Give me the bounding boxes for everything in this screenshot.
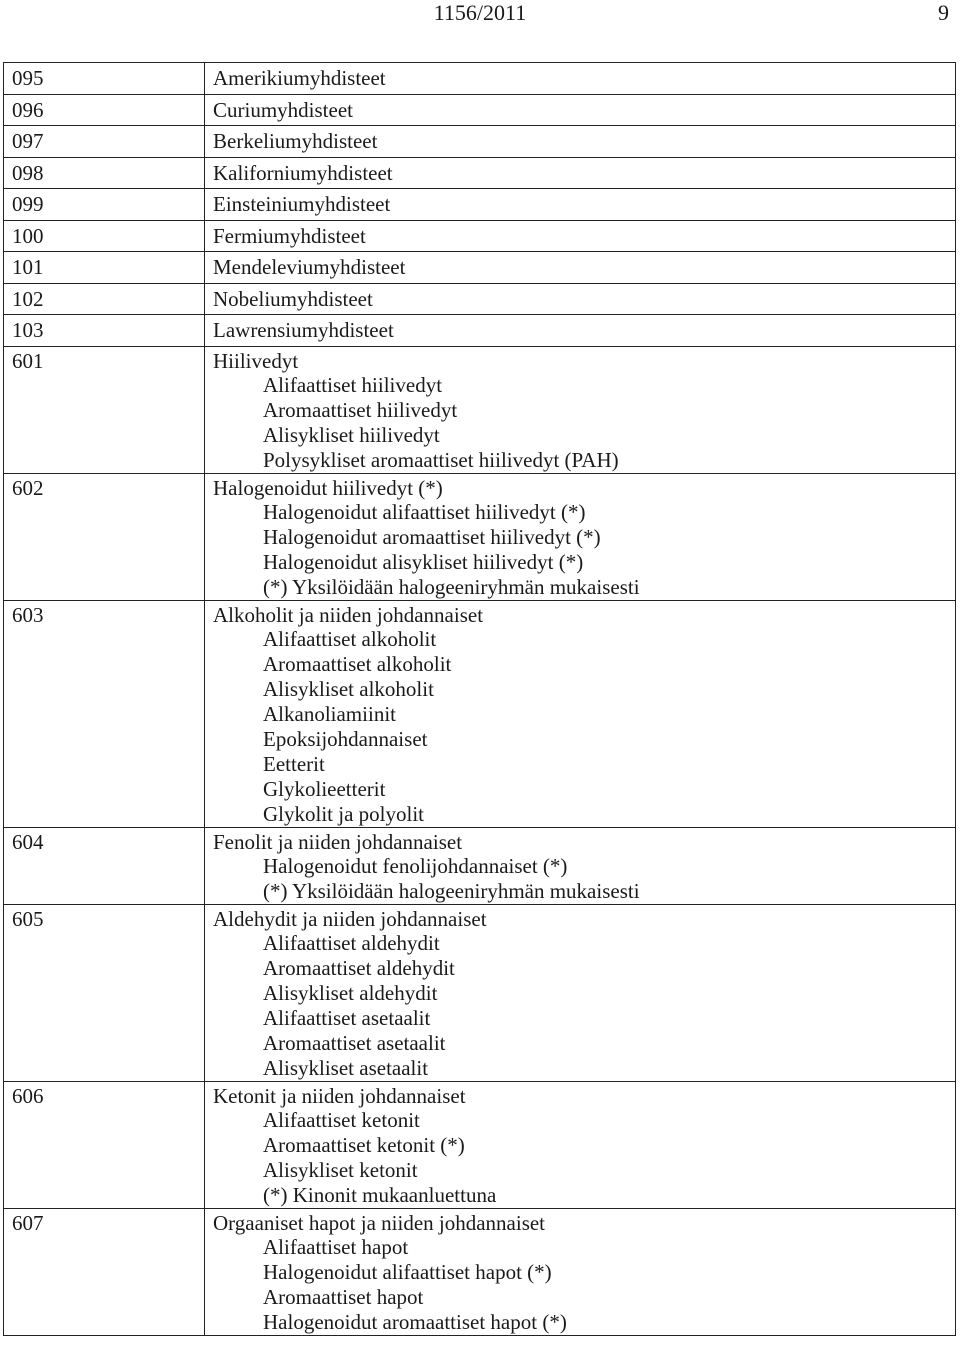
code-cell: [4, 600, 205, 827]
code-value: 099: [12, 192, 44, 216]
substance-name: Fermiumyhdisteet: [213, 223, 366, 248]
sub-item: Aromaattiset hiilivedyt: [263, 397, 458, 422]
table-row: [4, 189, 956, 221]
sub-item: Alisykliset hiilivedyt: [263, 422, 440, 447]
sub-item: Glykolieetterit: [263, 776, 386, 801]
description-cell: [205, 904, 956, 1081]
description-cell: [205, 126, 956, 158]
code-value: 096: [12, 97, 44, 122]
group-name: Orgaaniset hapot ja niiden johdannaiset: [213, 1210, 546, 1235]
code-value: 095: [12, 66, 44, 90]
sub-item: (*) Yksilöidään halogeeniryhmän mukaisesti: [263, 574, 640, 599]
code-cell: [4, 157, 205, 189]
code-value: 603: [12, 602, 44, 627]
code-cell: [4, 220, 205, 252]
substance-name: Nobeliumyhdisteet: [213, 286, 373, 311]
page-number: 9: [938, 0, 949, 25]
sub-item: Alisykliset asetaalit: [263, 1055, 429, 1080]
code-cell: [4, 189, 205, 221]
description-cell: [205, 94, 956, 126]
code-cell: [4, 315, 205, 347]
description-cell: [205, 220, 956, 252]
sub-item: Alkanoliamiinit: [263, 701, 396, 726]
code-value: 102: [12, 286, 44, 311]
sub-item: (*) Kinonit mukaanluettuna: [263, 1182, 497, 1207]
code-value: 605: [12, 906, 44, 931]
sub-item: Epoksijohdannaiset: [263, 726, 428, 751]
code-value: 101: [12, 255, 44, 279]
substance-name: Amerikiumyhdisteet: [213, 66, 386, 90]
table-body: [4, 63, 956, 1336]
code-cell: [4, 904, 205, 1081]
table-row: [4, 126, 956, 158]
sub-item: Aromaattiset aldehydit: [263, 955, 455, 980]
code-cell: [4, 252, 205, 284]
code-value: 604: [12, 829, 44, 854]
substance-name: Berkeliumyhdisteet: [213, 129, 378, 153]
table-row-group: [4, 473, 956, 600]
description-cell: [205, 283, 956, 315]
sub-item: (*) Yksilöidään halogeeniryhmän mukaisesti: [263, 878, 640, 903]
group-name: Fenolit ja niiden johdannaiset: [213, 829, 463, 854]
code-value: 601: [12, 348, 44, 373]
table-row-group: [4, 827, 956, 904]
sub-item: Polysykliset aromaattiset hiilivedyt (PAH): [263, 447, 619, 472]
substance-name: Lawrensiumyhdisteet: [213, 318, 394, 342]
group-name: Alkoholit ja niiden johdannaiset: [213, 602, 484, 627]
code-cell: [4, 473, 205, 600]
group-name: Aldehydit ja niiden johdannaiset: [213, 906, 487, 931]
table-row-group: [4, 600, 956, 827]
code-cell: [4, 283, 205, 315]
sub-item: Halogenoidut alisykliset hiilivedyt (*): [263, 549, 584, 574]
table-row: [4, 283, 956, 315]
group-name: Ketonit ja niiden johdannaiset: [213, 1083, 466, 1108]
sub-item: Halogenoidut fenolijohdannaiset (*): [263, 853, 568, 878]
description-cell: [205, 252, 956, 284]
code-cell: [4, 1208, 205, 1335]
description-cell: [205, 315, 956, 347]
sub-item: Halogenoidut alifaattiset hapot (*): [263, 1259, 552, 1284]
table-row-group: [4, 346, 956, 473]
code-cell: [4, 94, 205, 126]
description-cell: [205, 827, 956, 904]
description-cell: [205, 473, 956, 600]
sub-item: Alifaattiset hapot: [263, 1234, 409, 1259]
description-cell: [205, 346, 956, 473]
code-cell: [4, 63, 205, 95]
code-value: 607: [12, 1210, 44, 1235]
code-value: 606: [12, 1083, 44, 1108]
code-cell: [4, 126, 205, 158]
table-row-group: [4, 1081, 956, 1208]
code-value: 602: [12, 475, 44, 500]
code-cell: [4, 346, 205, 473]
substance-name: Mendeleviumyhdisteet: [213, 255, 406, 279]
table-row: [4, 220, 956, 252]
substance-name: Kaliforniumyhdisteet: [213, 160, 393, 185]
description-cell: [205, 63, 956, 95]
sub-item: Eetterit: [263, 751, 325, 776]
code-cell: [4, 827, 205, 904]
table-row: [4, 315, 956, 347]
sub-item: Alisykliset aldehydit: [263, 980, 438, 1005]
sub-item: Aromaattiset ketonit (*): [263, 1132, 465, 1157]
table-row-group: [4, 1208, 956, 1335]
sub-item: Aromaattiset alkoholit: [263, 651, 452, 676]
description-cell: [205, 600, 956, 827]
sub-item: Alifaattiset ketonit: [263, 1107, 420, 1132]
group-name: Halogenoidut hiilivedyt (*): [213, 475, 443, 500]
description-cell: [205, 157, 956, 189]
sub-item: Glykolit ja polyolit: [263, 801, 424, 826]
table-row: [4, 157, 956, 189]
document-number: 1156/2011: [433, 0, 527, 25]
code-value: 097: [12, 129, 44, 153]
table-row: [4, 94, 956, 126]
code-cell: [4, 1081, 205, 1208]
table-row: [4, 252, 956, 284]
sub-item: Alisykliset ketonit: [263, 1157, 418, 1182]
page-header: [0, 0, 960, 30]
description-cell: [205, 1208, 956, 1335]
sub-item: Halogenoidut alifaattiset hiilivedyt (*): [263, 499, 586, 524]
substance-name: Einsteiniumyhdisteet: [213, 192, 391, 216]
sub-item: Alisykliset alkoholit: [263, 676, 434, 701]
sub-item: Aromaattiset hapot: [263, 1284, 424, 1309]
table-row: [4, 63, 956, 95]
group-name: Hiilivedyt: [213, 348, 299, 373]
sub-item: Alifaattiset alkoholit: [263, 626, 437, 651]
sub-item: Alifaattiset asetaalit: [263, 1005, 431, 1030]
table-row-group: [4, 904, 956, 1081]
substance-name: Curiumyhdisteet: [213, 97, 353, 122]
code-value: 100: [12, 223, 44, 248]
code-value: 103: [12, 318, 44, 342]
description-cell: [205, 1081, 956, 1208]
sub-item: Alifaattiset aldehydit: [263, 930, 440, 955]
sub-item: Aromaattiset asetaalit: [263, 1030, 446, 1055]
sub-item: Alifaattiset hiilivedyt: [263, 372, 443, 397]
sub-item: Halogenoidut aromaattiset hiilivedyt (*): [263, 524, 601, 549]
description-cell: [205, 189, 956, 221]
substance-code-table: [3, 62, 956, 1336]
sub-item: Halogenoidut aromaattiset hapot (*): [263, 1309, 567, 1334]
code-value: 098: [12, 160, 44, 185]
